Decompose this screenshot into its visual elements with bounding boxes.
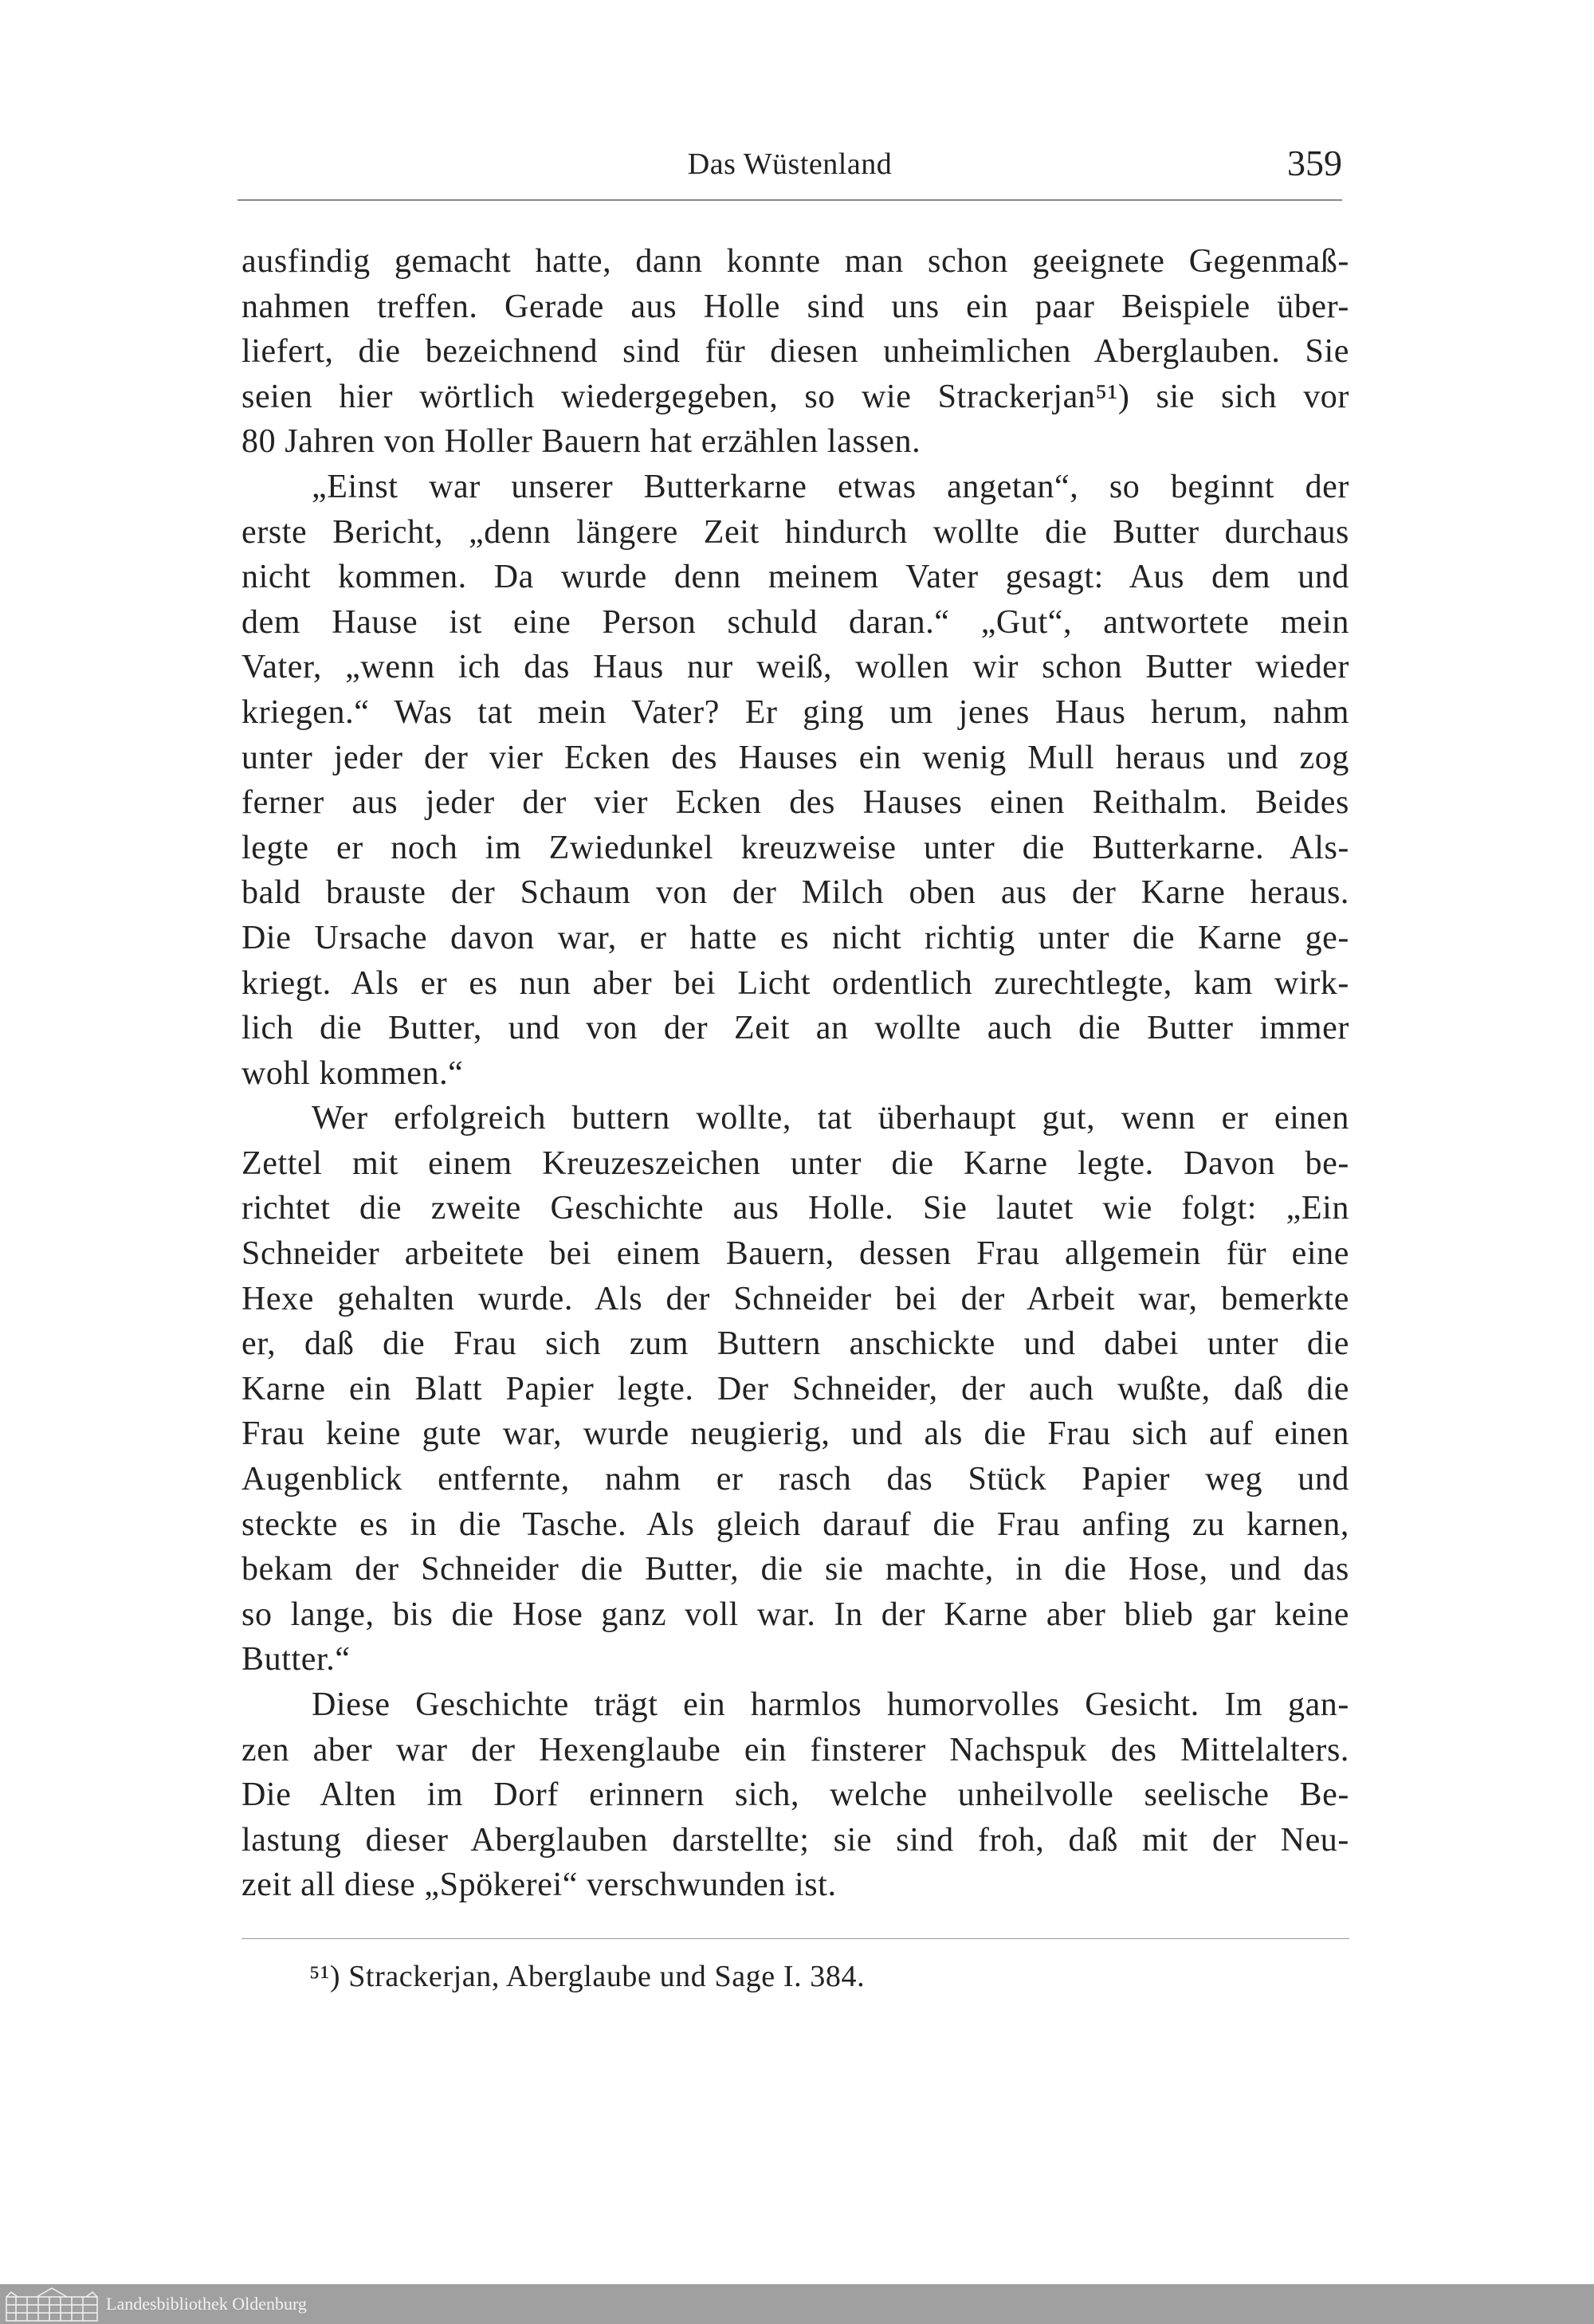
text-line: er, daß die Frau sich zum Buttern anschickte und dabei unter die [241,1325,1349,1363]
text-line: Wer erfolgreich buttern wollte, tat überhaupt gut, wenn er einen [312,1100,1349,1137]
text-line: Die Ursache davon war, er hatte es nicht richtig unter die Karne ge- [241,919,1349,956]
text-line: nicht kommen. Da wurde denn meinem Vater gesagt: Aus dem und [241,559,1349,596]
text-line: Schneider arbeitete bei einem Bauern, dessen Frau allgemein für eine [241,1235,1349,1273]
text-line: erste Bericht, „denn längere Zeit hindurch wollte die Butter durchaus [241,513,1349,551]
text-line: seien hier wörtlich wiedergegeben, so wie Strackerjan⁵¹) sie sich vor [241,378,1349,415]
text-line: Die Alten im Dorf erinnern sich, welche unheilvolle seelische Be- [241,1776,1349,1814]
text-line: richtet die zweite Geschichte aus Holle. Sie lautet wie folgt: „Ein [241,1190,1349,1227]
text-line: liefert, die bezeichnend sind für diesen unheimlichen Aberglauben. Sie [241,333,1349,371]
text-line: Augenblick entfernte, nahm er rasch das Stück Papier weg und [241,1461,1349,1498]
text-line: Butter.“ [241,1641,351,1678]
text-line: nahmen treffen. Gerade aus Holle sind uns ein paar Beispiele über- [241,288,1349,325]
text-line: bekam der Schneider die Butter, die sie machte, in die Hose, und das [241,1551,1349,1588]
page-number: 359 [1287,143,1342,183]
text-line: bald brauste der Schaum von der Milch oben aus der Karne heraus. [241,874,1349,912]
text-line: ausfindig gemacht hatte, dann konnte man schon geeignete Gegenmaß- [241,243,1349,280]
text-line: steckte es in die Tasche. Als gleich darauf die Frau anfing zu karnen, [241,1505,1349,1543]
library-footer-bar [0,2284,1594,2324]
text-line: 80 Jahren von Holler Bauern hat erzählen lassen. [241,423,921,461]
text-line: Karne ein Blatt Papier legte. Der Schneider, der auch wußte, daß die [241,1370,1349,1407]
text-line: unter jeder der vier Ecken des Hauses ein wenig Mull heraus und zog [241,739,1349,776]
library-building-logo [5,2286,99,2322]
text-line: kriegt. Als er es nun aber bei Licht ordentlich zurechtlegte, kam wirk- [241,964,1349,1002]
text-line: Zettel mit einem Kreuzeszeichen unter die Karne legte. Davon be- [241,1144,1349,1182]
text-line: Vater, „wenn ich das Haus nur weiß, wollen wir schon Butter wieder [241,649,1349,686]
text-line: Frau keine gute war, wurde neugierig, und als die Frau sich auf einen [241,1415,1349,1453]
running-header [238,142,1342,190]
library-name: Landesbibliothek Oldenburg [106,2294,307,2314]
text-line: kriegen.“ Was tat mein Vater? Er ging um jenes Haus herum, nahm [241,693,1349,731]
text-line: Hexe gehalten wurde. Als der Schneider bei der Arbeit war, bemerkte [241,1280,1349,1317]
footnote-rule [241,1938,1349,1939]
text-line: zen aber war der Hexenglaube ein finsterer Nachspuk des Mittelalters. [241,1731,1349,1769]
footnote: ⁵¹) Strackerjan, Aberglaube und Sage I. 384. [309,1960,866,1993]
text-line: so lange, bis die Hose ganz voll war. In der Karne aber blieb gar keine [241,1596,1349,1633]
text-line: legte er noch im Zwiedunkel kreuzweise unter die Butterkarne. Als- [241,829,1349,866]
text-line: „Einst war unserer Butterkarne etwas angetan“, so beginnt der [312,468,1349,505]
body-text [241,239,1349,1908]
text-line: Diese Geschichte trägt ein harmlos humorvolles Gesicht. Im gan- [312,1686,1349,1723]
text-line: dem Hause ist eine Person schuld daran.“ „Gut“, antwortete mein [241,603,1349,641]
header-rule [238,199,1342,201]
text-line: lich die Butter, und von der Zeit an wollte auch die Butter immer [241,1010,1349,1047]
text-line: wohl kommen.“ [241,1054,464,1092]
chapter-title: Das Wüstenland [687,147,893,181]
text-line: lastung dieser Aberglauben darstellte; sie sind froh, daß mit der Neu- [241,1821,1349,1859]
text-line: ferner aus jeder der vier Ecken des Hauses einen Reithalm. Beides [241,784,1349,822]
text-line: zeit all diese „Spökerei“ verschwunden ist. [241,1867,837,1904]
